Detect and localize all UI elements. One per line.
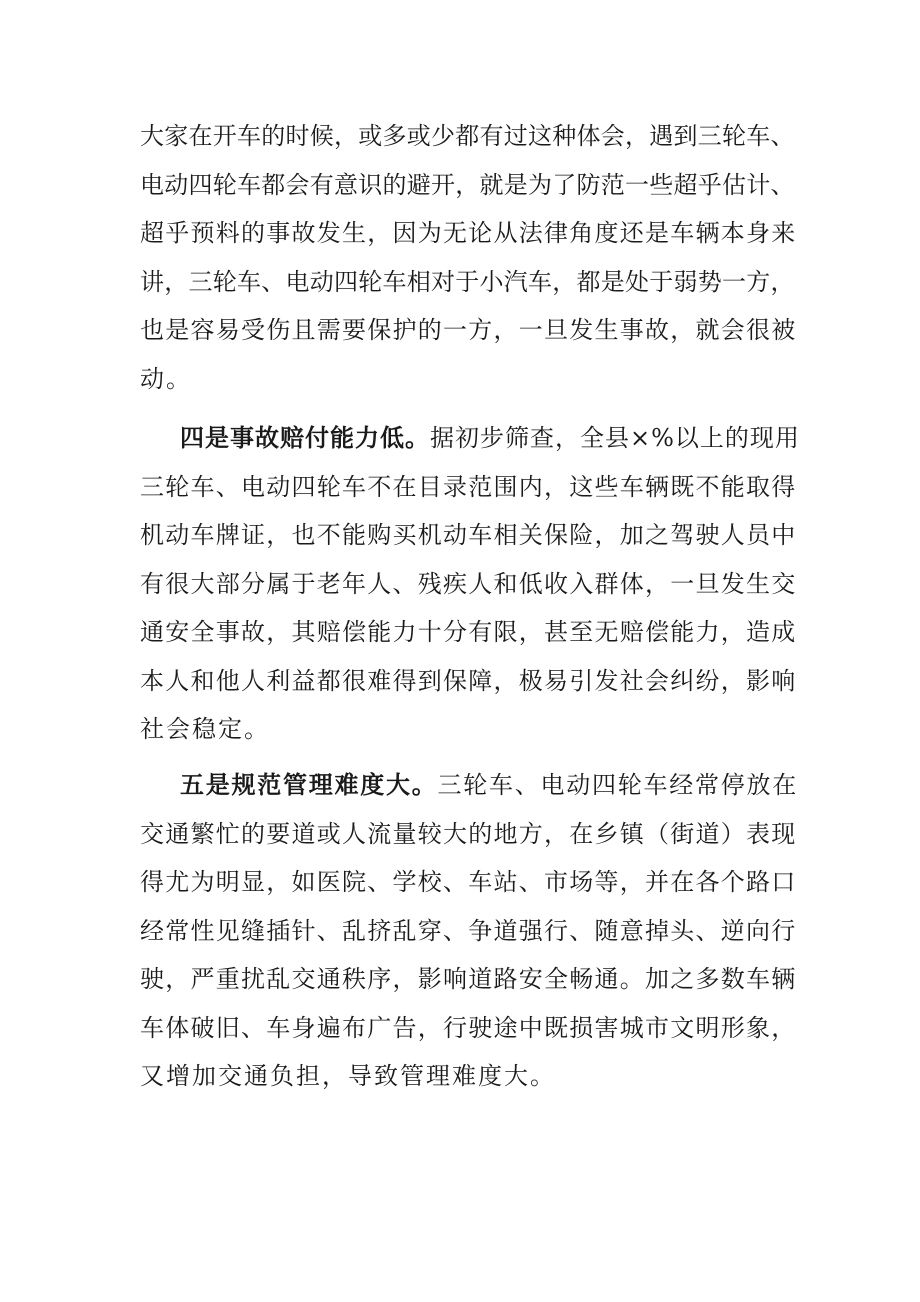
text-line: 大家在开车的时候，或多或少都有过这种体会，遇到三轮车、 <box>140 122 795 150</box>
text-line: 驶，严重扰乱交通秩序，影响道路安全畅通。加之多数车辆 <box>140 965 797 993</box>
text-line: 车体破旧、车身遍布广告，行驶途中既损害城市文明形象， <box>140 1013 797 1042</box>
text-line: 本人和他人利益都很难得到保障，极易引发社会纠纷，影响 <box>140 666 797 695</box>
text-line: 经常性见缝插针、乱挤乱穿、争道强行、随意掉头、逆向行 <box>140 916 797 945</box>
paragraph-lead-heading: 四是事故赔付能力低。 <box>180 423 430 452</box>
text-line: 三轮车、电动四轮车不在目录范围内，这些车辆既不能取得 <box>140 472 797 501</box>
text-line: 得尤为明显，如医院、学校、车站、市场等，并在各个路口 <box>140 868 797 896</box>
text-line: 通安全事故，其赔偿能力十分有限，甚至无赔偿能力，造成 <box>140 618 797 646</box>
text-line: 交通繁忙的要道或人流量较大的地方，在乡镇（街道）表现 <box>140 819 797 848</box>
paragraph-lead-heading: 五是规范管理难度大。 <box>180 770 438 799</box>
text-line-first <box>140 761 800 810</box>
paragraph-1 <box>140 112 800 403</box>
text-line-rest: 据初步筛查，全县×%以上的现用 <box>430 424 800 452</box>
text-line: 也是容易受伤且需要保护的一方，一旦发生事故，就会很被 <box>140 316 797 344</box>
text-line: 有很大部分属于老年人、残疾人和低收入群体，一旦发生交 <box>140 569 797 598</box>
paragraph-2 <box>140 414 800 754</box>
text-line: 讲，三轮车、电动四轮车相对于小汽车，都是处于弱势一方， <box>140 267 795 296</box>
text-line-rest: 三轮车、电动四轮车经常停放在 <box>437 771 798 799</box>
text-line: 电动四轮车都会有意识的避开，就是为了防范一些超乎估计、 <box>140 170 795 199</box>
text-line: 社会稳定。 <box>140 715 270 743</box>
paragraph-3 <box>140 761 800 1101</box>
text-line: 又增加交通负担，导致管理难度大。 <box>140 1062 556 1090</box>
text-line: 动。 <box>140 364 192 393</box>
text-line: 超乎预料的事故发生，因为无论从法律角度还是车辆本身来 <box>140 219 797 247</box>
text-line: 机动车牌证，也不能购买机动车相关保险，加之驾驶人员中 <box>140 521 797 549</box>
text-line-first <box>140 414 800 463</box>
